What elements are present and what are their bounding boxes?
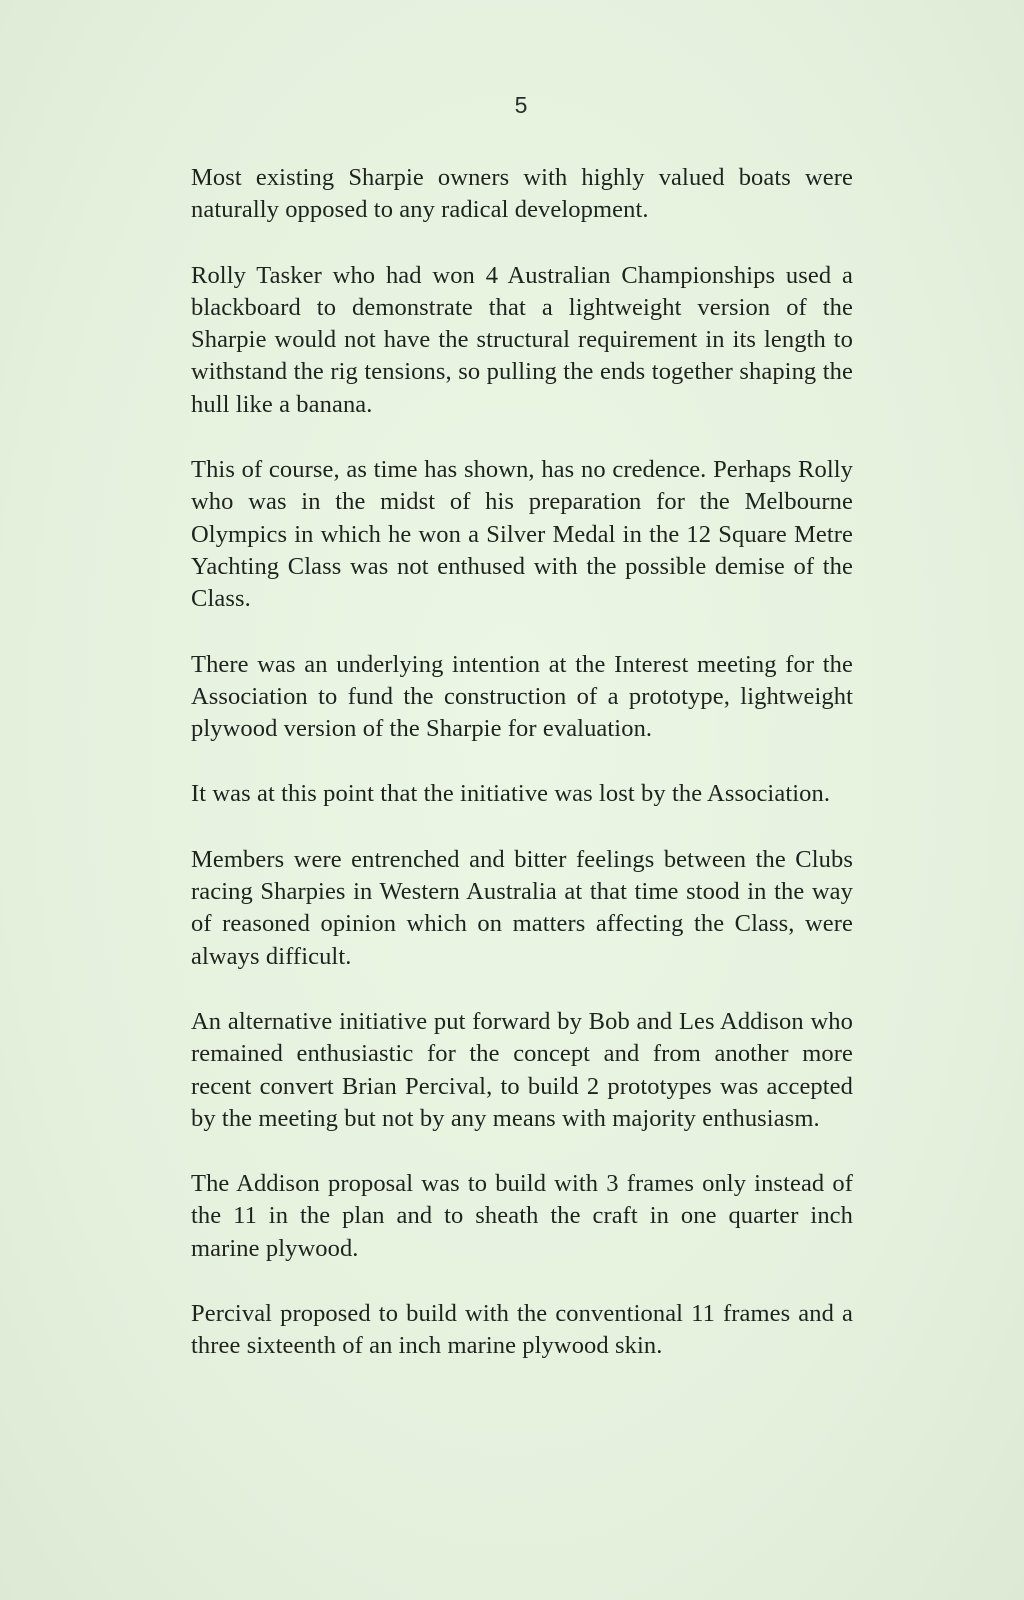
body-text [191,162,853,1396]
paragraph-members-entrenched: Members were entrenched and bitter feelings between the Clubs racing Sharpies in Western Australia at that time stood in the way of reasoned opinion which on matters affecting the Class, were always difficult. [191,845,853,970]
paragraph-no-credence: This of course, as time has shown, has no credence. Perhaps Rolly who was in the midst of his preparation for the Melbourne Olympics in which he won a Silver Medal in the 12 Square Metre Yachting Class was not enthused with the possible demise of the Class. [191,456,853,613]
paragraph-percival-proposal: Percival proposed to build with the conventional 11 frames and a three sixteenth of an inch marine plywood skin. [191,1300,853,1360]
paragraph-addison-proposal: The Addison proposal was to build with 3 frames only instead of the 11 in the plan and to sheath the craft in one quarter inch marine plywood. [191,1170,853,1262]
paragraph-underlying-intention: There was an underlying intention at the Interest meeting for the Association to fund the construction of a prototype, lightweight plywood version of the Sharpie for evaluation. [191,650,853,743]
paragraph-sharpie-owners: Most existing Sharpie owners with highly valued boats were naturally opposed to any radical development. [191,164,853,224]
paragraph-initiative-lost: It was at this point that the initiative was lost by the Association. [191,780,831,808]
paragraph-rolly-tasker-blackboard: Rolly Tasker who had won 4 Australian Championships used a blackboard to demonstrate that a lightweight version of the Sharpie would not have the structural requirement in its length to withstand the rig tensions, so pulling the ends together shaping the hull like a banana. [191,261,853,418]
page-number: 5 [514,92,528,118]
paragraph-alternative-initiative: An alternative initiative put forward by Bob and Les Addison who remained enthusiastic for the concept and from another more recent convert Brian Percival, to build 2 prototypes was accepted by the meeting but not by any means with majority enthusiasm. [191,1007,853,1132]
